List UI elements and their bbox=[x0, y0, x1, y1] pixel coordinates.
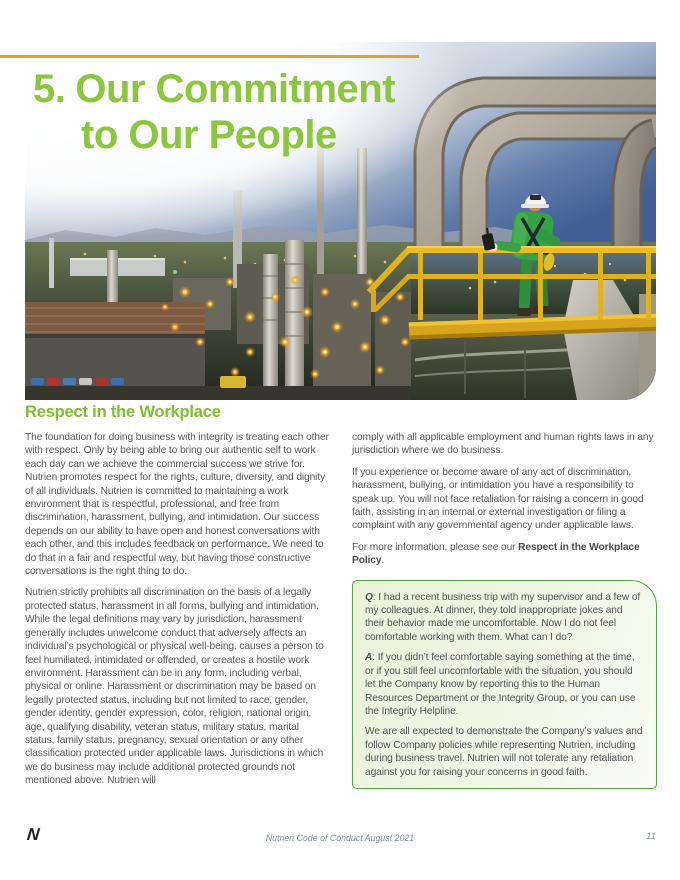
section-heading: Respect in the Workplace bbox=[25, 403, 221, 421]
gold-rule bbox=[0, 55, 419, 58]
policy-reference: Respect in the Workplace Policy bbox=[352, 541, 640, 567]
qa-box bbox=[352, 580, 657, 789]
more-info-suffix: . bbox=[381, 555, 385, 567]
paragraph: The foundation for doing business with integrity is treating each other with respect. Only by being able to bring our authentic self to work each day can we achieve the commercial success we strive for. Nutrien promotes respect for the rights, culture, diversity, and dignity of all individuals. Nutrien is committed to maintaining a work environment that is respectful, professional, and free from discrimination, harassment, bullying, and intimidation. Our success depends on our ability to have open and honest conversations with each other, and this includes feedback on performance. We need to do that in a fair and respectful way, but having those constructive conversations is the right thing to do. bbox=[25, 432, 329, 578]
q-label: Q bbox=[365, 591, 373, 603]
page-title bbox=[33, 66, 395, 158]
a-label: A bbox=[365, 652, 373, 664]
page-number: 11 bbox=[646, 831, 656, 842]
right-column bbox=[352, 431, 657, 796]
a-text: : If you didn’t feel comfortable saying something at the time, or if you still feel uncomfortable with the situation, you should let the Company know by reporting this to the Human Resources Department or the Integrity Group, or you can use the Integrity Helpline. bbox=[365, 652, 636, 717]
paragraph: Nutrien strictly prohibits all discrimination on the basis of a legally protected status, harassment in all forms, bullying and intimidation. While the legal definitions may vary by jurisdiction, harassment generally includes unwelcome conduct that adversely affects an individual’s psychological or physical well-being, causes a person to feel humiliated, intimidated or offended, or creates a hostile work environment. Harassment can be in any form, including verbal, physical or online. Harassment or discrimination may be based on legally protected status, including but not limited to race, gender, gender identity, gender expression, color, religion, national origin, age, qualifying disability, veteran status, military status, marital status, family status, pregnancy, sexual orientation or any other classification protected under applicable laws. Jurisdictions in which we do business may include additional protected grounds not mentioned above. Nutrien will bbox=[25, 587, 324, 787]
left-column bbox=[25, 431, 330, 796]
footer-doc-title: Nutrien Code of Conduct August 2021 bbox=[265, 833, 415, 843]
qa-answer bbox=[365, 651, 644, 718]
title-line1: Our Commitment bbox=[75, 67, 396, 111]
qa-question bbox=[365, 591, 644, 645]
paragraph: If you experience or become aware of any act of discrimination, harassment, bullying, or intimidation you have a responsibility to speak up. You will not face retaliation for raising a concern in good faith, assisting in an internal or external investigation or filing a complaint with any governmental agency under applicable laws. bbox=[352, 466, 644, 532]
warehouse bbox=[25, 302, 205, 400]
title-line2: to Our People bbox=[81, 113, 337, 157]
more-info-prefix: For more information, please see our bbox=[352, 541, 519, 553]
qa-closing: We are all expected to demonstrate the Company’s values and follow Company policies while representing Nutrien, including during business travel. Nutrien will not tolerate any retaliation against you for raising your concerns in good faith. bbox=[365, 726, 643, 778]
nutrien-n-logo-icon: N bbox=[26, 825, 41, 844]
more-info-paragraph bbox=[352, 541, 657, 568]
body-content bbox=[25, 403, 657, 796]
q-text: : I had a recent business trip with my supervisor and a few of my colleagues. At dinner, they told inappropriate jokes and their behavior made me uncomfortable. Now I do not feel comfortable working with them. What can I do? bbox=[365, 591, 641, 643]
chapter-number: 5. bbox=[33, 67, 66, 111]
paragraph: comply with all applicable employment and human rights laws in any jurisdiction where we do business. bbox=[352, 432, 654, 457]
